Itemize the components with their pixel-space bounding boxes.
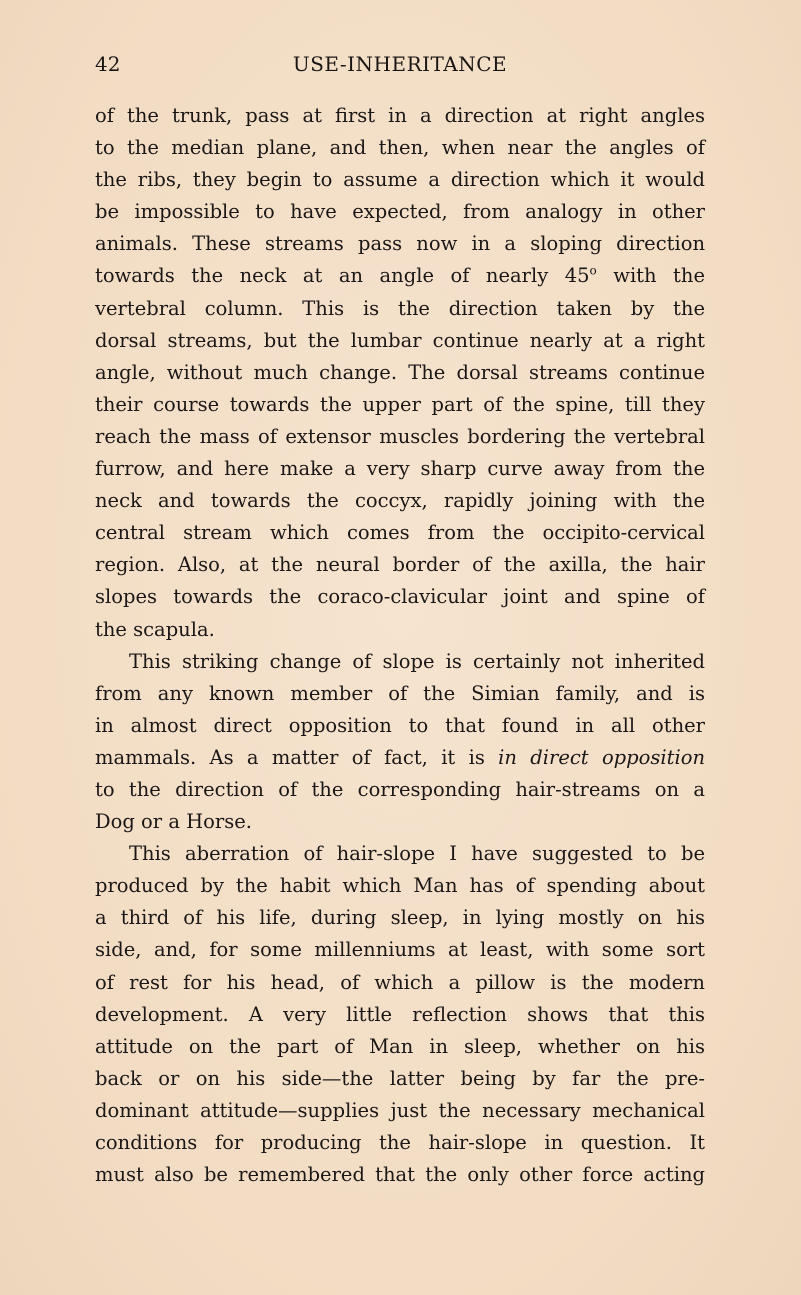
text-line: [95, 742, 705, 774]
text-line: slopes towards the coraco-clavicular joint and spine of: [95, 585, 705, 609]
text-line: be impossible to have expected, from analogy in other: [95, 200, 705, 224]
text-line: a third of his life, during sleep, in lying mostly on his: [95, 906, 705, 930]
text-line: animals. These streams pass now in a sloping direction: [95, 232, 705, 256]
text-line: reach the mass of extensor muscles bordering the vertebral: [95, 424, 705, 448]
text-line: produced by the habit which Man has of spending about: [95, 874, 705, 898]
text-line: conditions for producing the hair-slope in question. It: [95, 1131, 705, 1154]
body-text: [95, 100, 705, 1191]
text-line: of the trunk, pass at first in a direction at right angles: [95, 104, 705, 127]
italic-phrase: in direct opposition: [498, 745, 706, 769]
text-line: side, and, for some millenniums at least, with some sort: [95, 938, 705, 962]
page-header: [95, 52, 705, 82]
text-line: the scapula.: [95, 617, 215, 641]
text-segment: mammals. As a matter of fact, it is: [95, 745, 485, 769]
text-line: dominant attitude—supplies just the necessary mechanical: [95, 1098, 705, 1122]
text-line: of rest for his head, of which a pillow is the modern: [95, 970, 705, 994]
text-segment: towards the neck at an angle of nearly 45: [95, 264, 590, 288]
text-segment: with the: [596, 264, 705, 288]
text-line: Dog or a Horse.: [95, 810, 252, 834]
text-line: vertebral column. This is the direction taken by the: [95, 296, 705, 320]
text-line: neck and towards the coccyx, rapidly joining with the: [95, 489, 705, 513]
text-line: This striking change of slope is certainly not inherited: [129, 649, 705, 673]
running-title: USE-INHERITANCE: [292, 52, 508, 76]
text-line: development. A very little reflection shows that this: [95, 1002, 705, 1026]
page-number: 42: [95, 52, 121, 76]
text-line: angle, without much change. The dorsal streams continue: [95, 360, 705, 384]
text-line: dorsal streams, but the lumbar continue nearly at a right: [95, 328, 705, 352]
text-line: to the direction of the corresponding hair-streams on a: [95, 777, 705, 801]
text-line: attitude on the part of Man in sleep, whether on his: [95, 1034, 705, 1058]
text-line: region. Also, at the neural border of the axilla, the hair: [95, 553, 705, 577]
text-line: the ribs, they begin to assume a direction which it would: [95, 168, 705, 192]
text-line: from any known member of the Simian family, and is: [95, 681, 705, 705]
text-line: furrow, and here make a very sharp curve away from the: [95, 457, 705, 481]
degree-mark: o: [589, 263, 597, 278]
text-line: their course towards the upper part of the spine, till they: [95, 392, 705, 416]
text-line: [95, 260, 705, 292]
text-line: in almost direct opposition to that found in all other: [95, 713, 705, 737]
text-line: This aberration of hair-slope I have suggested to be: [129, 842, 705, 866]
text-line: to the median plane, and then, when near the angles of: [95, 136, 705, 160]
text-line: central stream which comes from the occipito-cervical: [95, 521, 705, 545]
text-line: must also be remembered that the only other force acting: [95, 1163, 705, 1187]
text-line: back or on his side—the latter being by far the pre-: [95, 1066, 705, 1090]
